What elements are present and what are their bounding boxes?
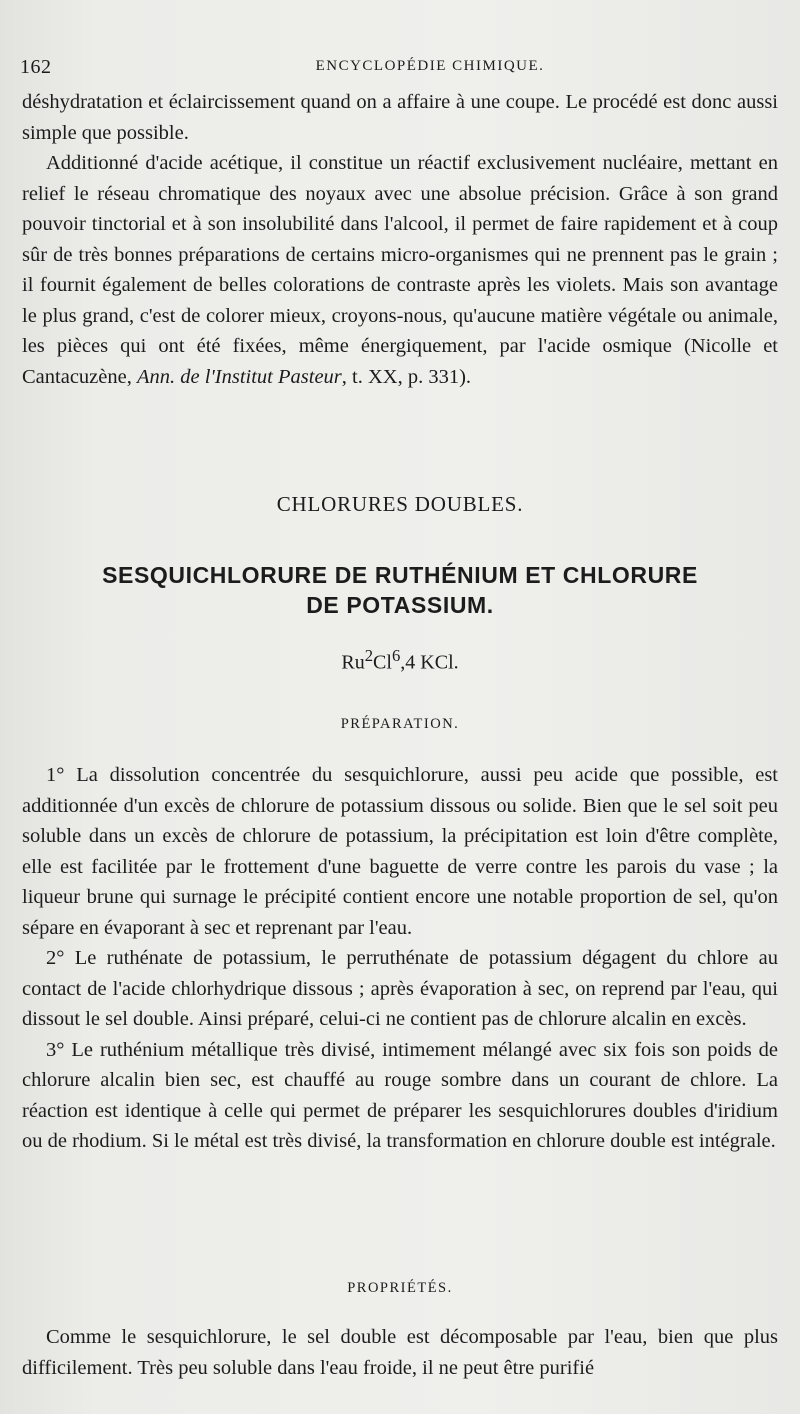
formula-element-ru: Ru [341, 651, 365, 674]
compound-title-line-1: SESQUICHLORURE DE RUTHÉNIUM ET CHLORURE [102, 562, 698, 588]
intro-paragraph-2 [22, 148, 778, 392]
properties-paragraph: Comme le sesquichlorure, le sel double est décomposable par l'eau, bien que plus difficilement. Très peu soluble dans l'eau froide, il ne peut être purifié [22, 1326, 778, 1379]
chemical-formula [0, 646, 800, 675]
properties-heading: PROPRIÉTÉS. [347, 1280, 453, 1296]
formula-kcl: ,4 KCl. [400, 651, 459, 674]
page-header [20, 56, 780, 84]
preparation-heading: PRÉPARATION. [340, 716, 460, 732]
preparation-item-3: 3° Le ruthénium métallique très divisé, intimement mélangé avec six fois son poids de chlorure alcalin bien sec, est chauffé au rouge sombre dans un courant de chlore. La réaction est identique à celle qui permet de préparer les sesquichlorures doubles d'iridium ou de rhodium. Si le métal est très divisé, la transformation en chlorure double est intégrale. [22, 1038, 778, 1152]
formula-ru-count: 2 [364, 646, 374, 665]
formula-cl-count: 6 [391, 646, 401, 665]
intro-paragraph-1: déshydratation et éclaircissement quand on a affaire à une coupe. Le procédé est donc aussi simple que possible. [22, 91, 778, 144]
formula-element-cl: Cl [373, 651, 392, 674]
citation-journal: Ann. de l'Institut Pasteur [136, 365, 342, 388]
page-number: 162 [20, 56, 52, 78]
compound-title [60, 560, 740, 620]
running-title [20, 58, 780, 75]
section-title: CHLORURES DOUBLES. [276, 492, 524, 516]
preparation-item-1: 1° La dissolution concentrée du sesquichlorure, aussi peu acide que possible, est additionnée d'un excès de chlorure de potassium dissous ou solide. Bien que le sel soit peu soluble dans un excès de chlorure de potassium, la précipitation est loin d'être complète, elle est facilitée par le frottement d'une baguette de verre contre les parois du vase ; la liqueur brune qui surnage le précipité contient encore une notable proportion de sel, qu'on sépare en évaporant à sec et reprenant par l'eau. [22, 764, 778, 939]
intro-paragraph-2-text: Additionné d'acide acétique, il constitue un réactif exclusivement nucléaire, mettant en relief le réseau chromatique des noyaux avec une absolue précision. Grâce à son grand pouvoir tinctorial et à son insolubilité dans l'alcool, il permet de faire rapidement et à coup sûr de très bonnes préparations de certains micro-organismes qui ne prennent pas le grain ; il fournit également de belles colorations de contraste après les violets. Mais son avantage le plus grand, c'est de colorer mieux, croyons-nous, qu'aucune matière végétale ou animale, les pièces qui ont été fixées, même énergiquement, par l'acide osmique (Nicolle et Cantacuzène, [22, 152, 778, 388]
running-title-text: ENCYCLOPÉDIE CHIMIQUE. [315, 58, 545, 74]
compound-title-line-2: DE POTASSIUM. [306, 592, 494, 618]
preparation-item-2: 2° Le ruthénate de potassium, le perruthénate de potassium dégagent du chlore au contact de l'acide chlorhydrique dissous ; après évaporation à sec, on reprend par l'eau, qui dissout le sel double. Ainsi préparé, celui-ci ne contient pas de chlorure alcalin en excès. [22, 947, 778, 1030]
intro-text [22, 87, 778, 392]
preparation-text [22, 760, 778, 1157]
citation-rest: , t. XX, p. 331). [341, 365, 472, 388]
properties-text [22, 1322, 778, 1383]
